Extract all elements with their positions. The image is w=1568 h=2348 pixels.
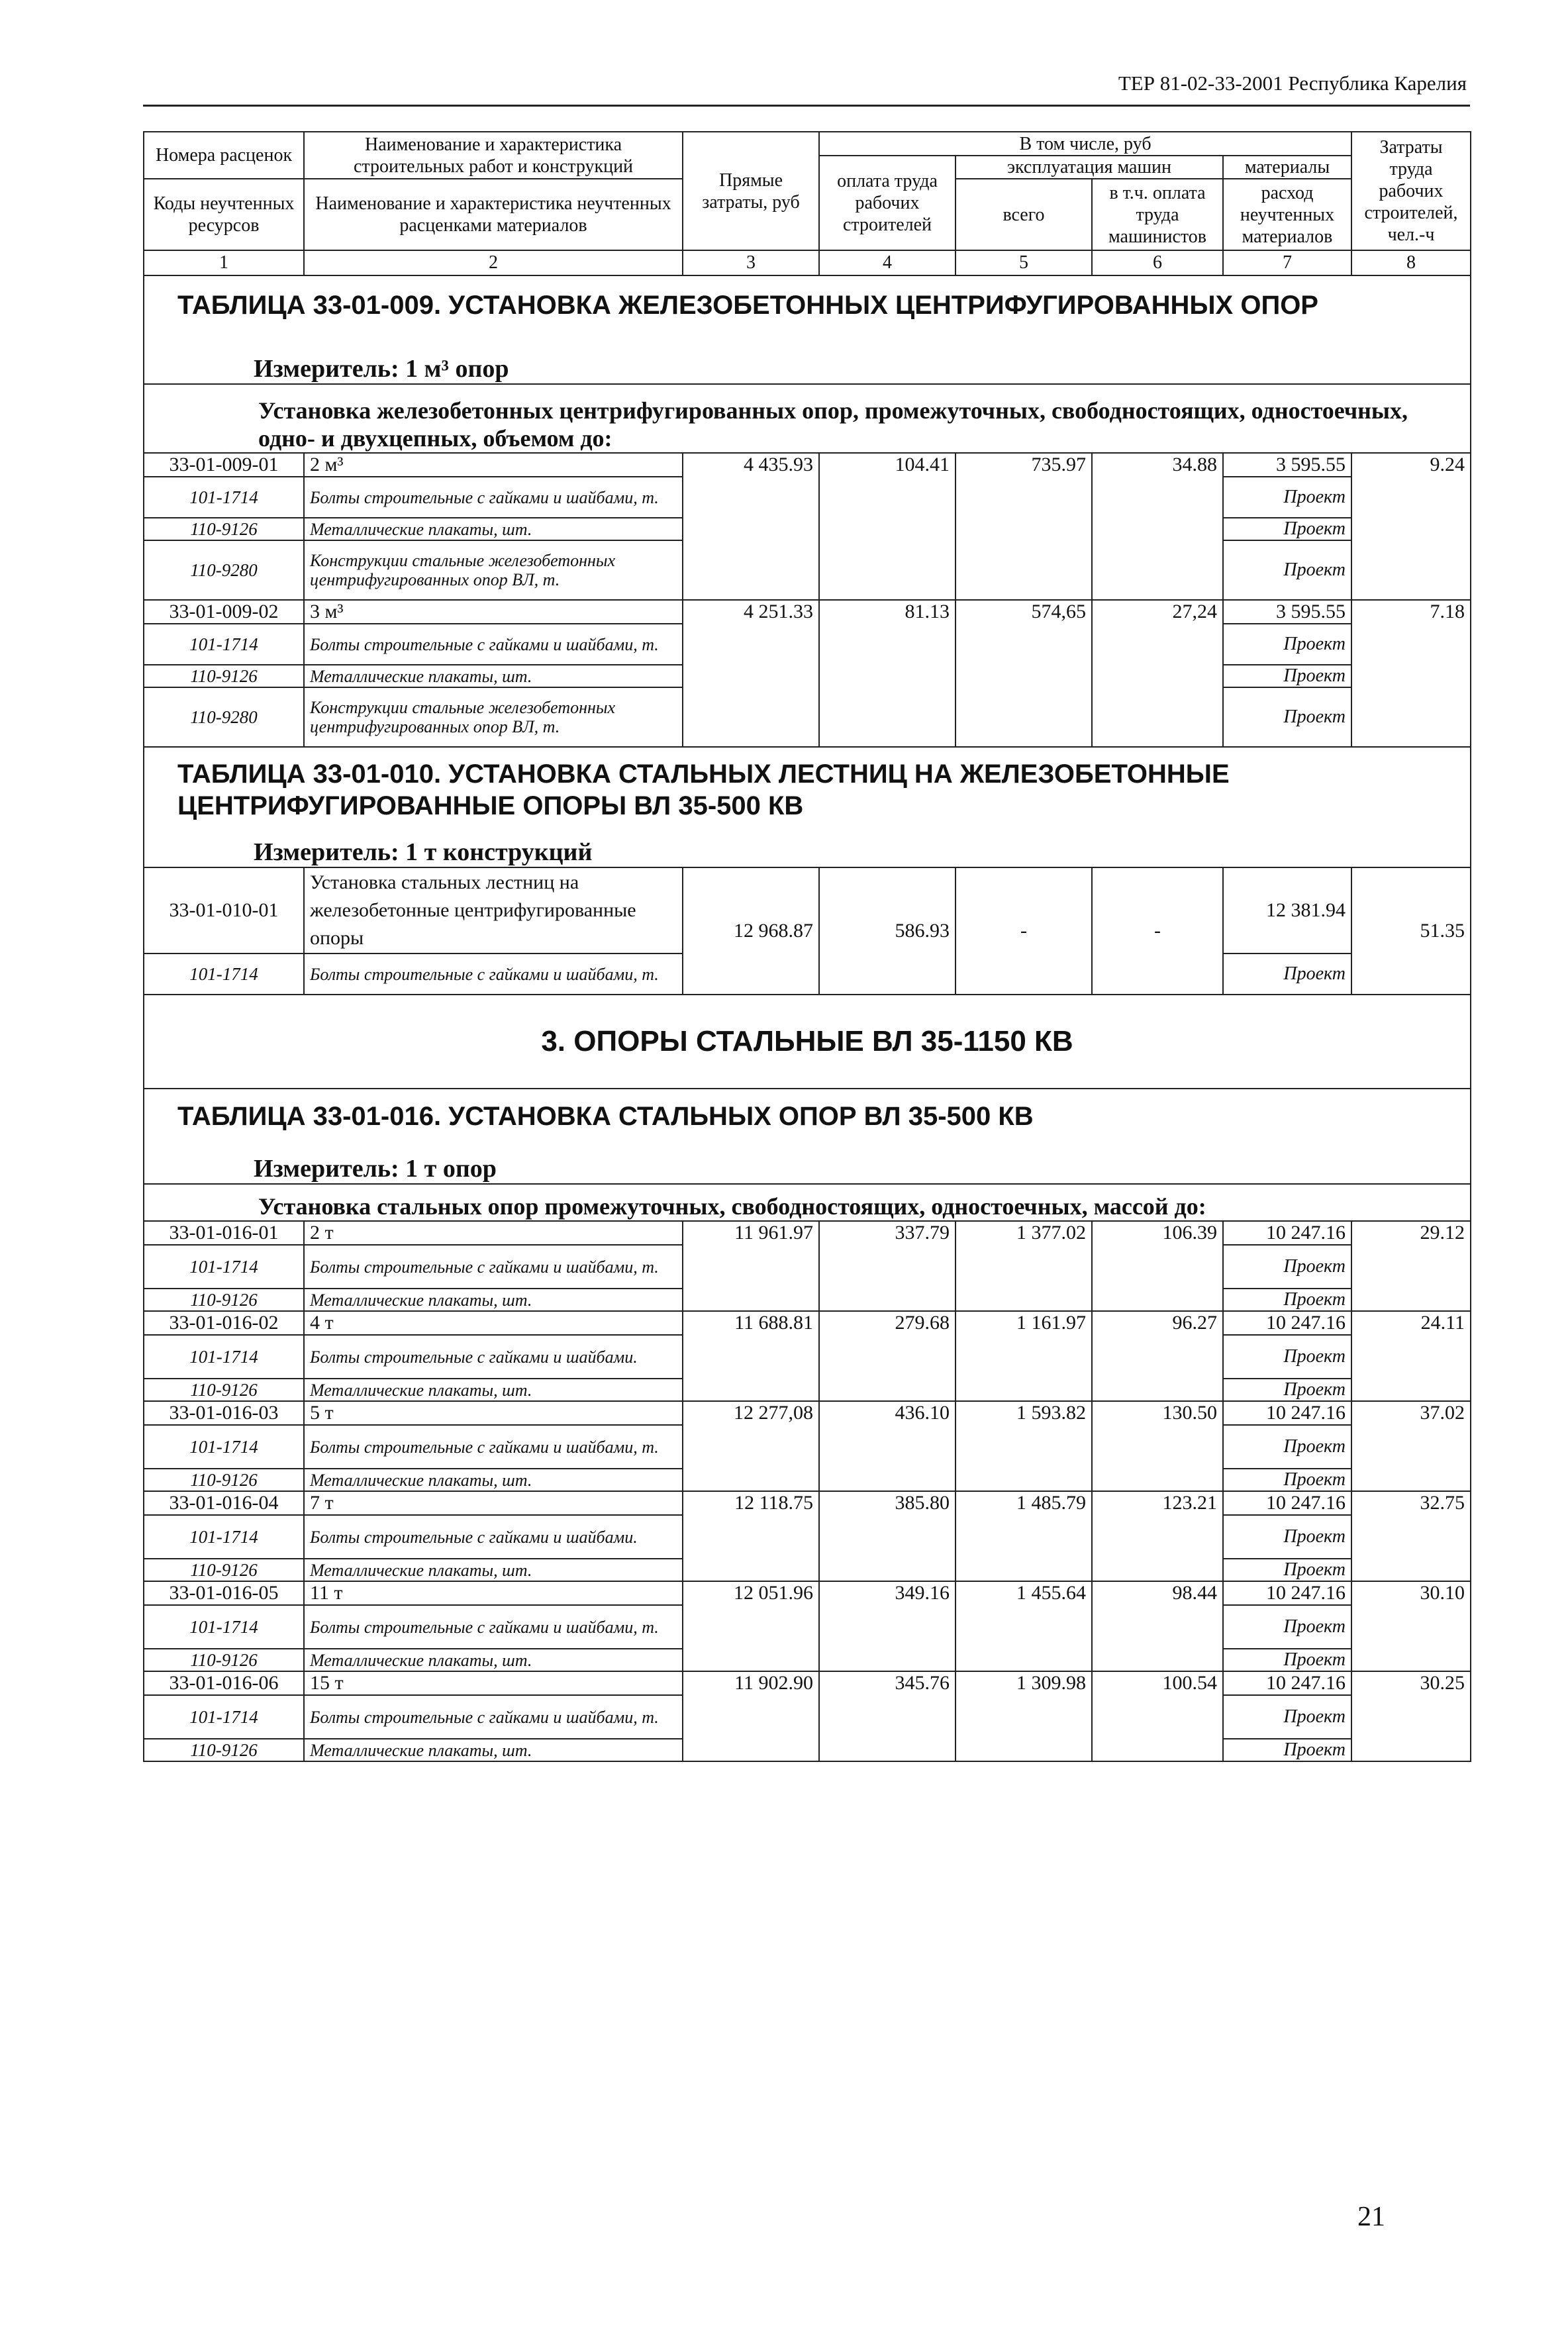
rate-code: 33-01-016-02 — [144, 1311, 304, 1335]
resource-value: Проект — [1223, 1515, 1351, 1559]
resource-name: Конструкции стальные железобетонных центрифугированных опор ВЛ, т. — [304, 540, 683, 600]
group-heading: Установка железобетонных центрифугированных опор, промежуточных, свободностоящих, одностоечных, одно- и двухцепных, объемом до: — [144, 384, 1471, 453]
resource-value: Проект — [1223, 1559, 1351, 1581]
table-row — [144, 600, 1471, 624]
material-cost: 10 247.16 — [1223, 1671, 1351, 1695]
direct-cost: 12 118.75 — [683, 1491, 819, 1581]
column-number: 5 — [956, 250, 1092, 275]
page-number: 21 — [1357, 2202, 1385, 2232]
rate-code: 33-01-016-04 — [144, 1491, 304, 1515]
direct-cost: 12 051.96 — [683, 1581, 819, 1671]
resource-code: 110-9126 — [144, 1559, 304, 1581]
machine-cost: - — [956, 867, 1092, 995]
resource-name: Металлические плакаты, шт. — [304, 1469, 683, 1491]
resource-value: Проект — [1223, 687, 1351, 747]
column-number: 1 — [144, 250, 304, 275]
rate-code: 33-01-016-06 — [144, 1671, 304, 1695]
rate-code: 33-01-009-02 — [144, 600, 304, 624]
machine-cost: 1 161.97 — [956, 1311, 1092, 1401]
rate-name: 7 т — [304, 1491, 683, 1515]
header-col3: Прямые затраты, руб — [683, 132, 819, 250]
direct-cost: 4 251.33 — [683, 600, 819, 747]
resource-name: Металлические плакаты, шт. — [304, 1649, 683, 1671]
table-row — [144, 1311, 1471, 1335]
meter-label: Измеритель: — [254, 838, 399, 866]
group-heading: Установка стальных опор промежуточных, свободностоящих, одностоечных, массой до: — [144, 1184, 1471, 1221]
resource-code: 110-9126 — [144, 1379, 304, 1401]
machine-labor-cost: 100.54 — [1092, 1671, 1223, 1761]
resource-code: 101-1714 — [144, 1245, 304, 1289]
rate-name: 2 м³ — [304, 453, 683, 477]
meter — [144, 832, 1471, 867]
column-number: 4 — [819, 250, 956, 275]
resource-name: Болты строительные с гайками и шайбами, т. — [304, 624, 683, 665]
labor-hours: 32.75 — [1351, 1491, 1471, 1581]
resource-name: Болты строительные с гайками и шайбами, т. — [304, 954, 683, 995]
table-row — [144, 453, 1471, 477]
document-header: ТЕР 81-02-33-2001 Республика Карелия — [1118, 72, 1467, 95]
resource-name: Болты строительные с гайками и шайбами, т. — [304, 1425, 683, 1469]
resource-name: Металлические плакаты, шт. — [304, 1739, 683, 1761]
machine-labor-cost: - — [1092, 867, 1223, 995]
resource-name: Конструкции стальные железобетонных центрифугированных опор ВЛ, т. — [304, 687, 683, 747]
rates-table — [143, 131, 1471, 1761]
table-row — [144, 1581, 1471, 1605]
direct-cost: 11 688.81 — [683, 1311, 819, 1401]
direct-cost: 12 277,08 — [683, 1401, 819, 1491]
table-title-row — [144, 1089, 1471, 1144]
machine-cost: 735.97 — [956, 453, 1092, 600]
material-cost: 3 595.55 — [1223, 453, 1351, 477]
meter-row — [144, 1144, 1471, 1184]
header-col7: расход неучтенных материалов — [1223, 179, 1351, 250]
rate-name: 4 т — [304, 1311, 683, 1335]
labor-hours: 51.35 — [1351, 867, 1471, 995]
table-row — [144, 1221, 1471, 1245]
rate-code: 33-01-010-01 — [144, 867, 304, 954]
labor-cost: 104.41 — [819, 453, 956, 600]
material-cost: 10 247.16 — [1223, 1311, 1351, 1335]
labor-cost: 81.13 — [819, 600, 956, 747]
rate-name: 2 т — [304, 1221, 683, 1245]
rate-code: 33-01-016-05 — [144, 1581, 304, 1605]
resource-value: Проект — [1223, 1469, 1351, 1491]
machine-labor-cost: 27,24 — [1092, 600, 1223, 747]
meter — [144, 1144, 1471, 1184]
meter-row — [144, 334, 1471, 384]
resource-value: Проект — [1223, 1425, 1351, 1469]
labor-hours: 30.25 — [1351, 1671, 1471, 1761]
machine-labor-cost: 123.21 — [1092, 1491, 1223, 1581]
material-cost: 10 247.16 — [1223, 1581, 1351, 1605]
resource-name: Болты строительные с гайками и шайбами, т. — [304, 1245, 683, 1289]
resource-name: Болты строительные с гайками и шайбами, т. — [304, 1605, 683, 1649]
header-rule — [143, 105, 1470, 107]
column-number: 3 — [683, 250, 819, 275]
material-cost: 10 247.16 — [1223, 1491, 1351, 1515]
resource-value: Проект — [1223, 954, 1351, 995]
resource-value: Проект — [1223, 1289, 1351, 1311]
resource-name: Металлические плакаты, шт. — [304, 1559, 683, 1581]
resource-value: Проект — [1223, 1695, 1351, 1739]
header-col2-top: Наименование и характеристика строительных работ и конструкций — [304, 132, 683, 179]
machine-labor-cost: 130.50 — [1092, 1401, 1223, 1491]
labor-cost: 385.80 — [819, 1491, 956, 1581]
direct-cost: 12 968.87 — [683, 867, 819, 995]
rate-code: 33-01-009-01 — [144, 453, 304, 477]
heading-row — [144, 384, 1471, 453]
resource-value: Проект — [1223, 624, 1351, 665]
rate-name: 5 т — [304, 1401, 683, 1425]
meter-value: 1 т конструкций — [405, 838, 593, 866]
direct-cost: 4 435.93 — [683, 453, 819, 600]
header-col5: всего — [956, 179, 1092, 250]
rate-name: 11 т — [304, 1581, 683, 1605]
header-row-1 — [144, 132, 1471, 156]
resource-name: Болты строительные с гайками и шайбами, т. — [304, 1695, 683, 1739]
resource-value: Проект — [1223, 1739, 1351, 1761]
table-row — [144, 1671, 1471, 1695]
meter-value: 1 м³ опор — [405, 355, 509, 383]
rate-name: 3 м³ — [304, 600, 683, 624]
resource-name: Болты строительные с гайками и шайбами. — [304, 1515, 683, 1559]
machine-cost: 1 377.02 — [956, 1221, 1092, 1311]
material-cost: 12 381.94 — [1223, 867, 1351, 954]
resource-code: 101-1714 — [144, 1605, 304, 1649]
rate-name: 15 т — [304, 1671, 683, 1695]
table-title-row — [144, 275, 1471, 334]
machine-labor-cost: 96.27 — [1092, 1311, 1223, 1401]
machine-cost: 574,65 — [956, 600, 1092, 747]
table-title-row — [144, 747, 1471, 832]
resource-value: Проект — [1223, 540, 1351, 600]
column-number: 6 — [1092, 250, 1223, 275]
column-numbers-row — [144, 250, 1471, 275]
rate-code: 33-01-016-03 — [144, 1401, 304, 1425]
meter-label: Измеритель: — [254, 355, 399, 383]
resource-value: Проект — [1223, 1649, 1351, 1671]
header-col4: оплата труда рабочих строителей — [819, 156, 956, 250]
resource-code: 101-1714 — [144, 1425, 304, 1469]
labor-hours: 29.12 — [1351, 1221, 1471, 1311]
resource-code: 110-9126 — [144, 665, 304, 687]
resource-value: Проект — [1223, 1335, 1351, 1379]
meter-label: Измеритель: — [254, 1155, 399, 1183]
resource-code: 101-1714 — [144, 477, 304, 518]
meter-row — [144, 832, 1471, 867]
resource-value: Проект — [1223, 1379, 1351, 1401]
labor-hours: 37.02 — [1351, 1401, 1471, 1491]
resource-name: Металлические плакаты, шт. — [304, 518, 683, 540]
material-cost: 10 247.16 — [1223, 1221, 1351, 1245]
labor-hours: 30.10 — [1351, 1581, 1471, 1671]
resource-code: 110-9126 — [144, 1649, 304, 1671]
labor-cost: 436.10 — [819, 1401, 956, 1491]
table-row — [144, 1491, 1471, 1515]
section-title-row — [144, 995, 1471, 1089]
resource-name: Металлические плакаты, шт. — [304, 665, 683, 687]
column-number: 7 — [1223, 250, 1351, 275]
machine-cost: 1 455.64 — [956, 1581, 1092, 1671]
labor-hours: 7.18 — [1351, 600, 1471, 747]
table-title: ТАБЛИЦА 33-01-009. УСТАНОВКА ЖЕЛЕЗОБЕТОННЫХ ЦЕНТРИФУГИРОВАННЫХ ОПОР — [144, 275, 1471, 334]
direct-cost: 11 961.97 — [683, 1221, 819, 1311]
meter-value: 1 т опор — [405, 1155, 497, 1183]
table-title: ТАБЛИЦА 33-01-010. УСТАНОВКА СТАЛЬНЫХ ЛЕСТНИЦ НА ЖЕЛЕЗОБЕТОННЫЕ ЦЕНТРИФУГИРОВАННЫЕ ОПОРЫ ВЛ 35-500 КВ — [144, 747, 1471, 832]
machine-labor-cost: 34.88 — [1092, 453, 1223, 600]
material-cost: 3 595.55 — [1223, 600, 1351, 624]
resource-code: 110-9126 — [144, 1739, 304, 1761]
header-col2-bottom: Наименование и характеристика неучтенных расценками материалов — [304, 179, 683, 250]
resource-code: 101-1714 — [144, 1695, 304, 1739]
resource-code: 110-9126 — [144, 1469, 304, 1491]
meter — [144, 334, 1471, 384]
machine-labor-cost: 106.39 — [1092, 1221, 1223, 1311]
rate-code: 33-01-016-01 — [144, 1221, 304, 1245]
header-col8: Затраты труда рабочих строителей, чел.-ч — [1351, 132, 1471, 250]
column-number: 2 — [304, 250, 683, 275]
machine-cost: 1 485.79 — [956, 1491, 1092, 1581]
resource-name: Болты строительные с гайками и шайбами. — [304, 1335, 683, 1379]
labor-cost: 586.93 — [819, 867, 956, 995]
direct-cost: 11 902.90 — [683, 1671, 819, 1761]
header-col1-bottom: Коды неучтенных ресурсов — [144, 179, 304, 250]
resource-code: 110-9280 — [144, 540, 304, 600]
header-machines: эксплуатация машин — [956, 156, 1223, 179]
resource-value: Проект — [1223, 1245, 1351, 1289]
resource-code: 101-1714 — [144, 954, 304, 995]
header-materials: материалы — [1223, 156, 1351, 179]
labor-hours: 9.24 — [1351, 453, 1471, 600]
heading-row — [144, 1184, 1471, 1221]
resource-code: 110-9126 — [144, 1289, 304, 1311]
labor-cost: 345.76 — [819, 1671, 956, 1761]
material-cost: 10 247.16 — [1223, 1401, 1351, 1425]
labor-hours: 24.11 — [1351, 1311, 1471, 1401]
machine-cost: 1 309.98 — [956, 1671, 1092, 1761]
resource-code: 101-1714 — [144, 1515, 304, 1559]
header-col1-top: Номера расценок — [144, 132, 304, 179]
labor-cost: 337.79 — [819, 1221, 956, 1311]
resource-code: 110-9280 — [144, 687, 304, 747]
resource-code: 110-9126 — [144, 518, 304, 540]
resource-value: Проект — [1223, 1605, 1351, 1649]
section-title: 3. ОПОРЫ СТАЛЬНЫЕ ВЛ 35-1150 КВ — [144, 995, 1471, 1089]
header-group: В том числе, руб — [819, 132, 1351, 156]
resource-name: Металлические плакаты, шт. — [304, 1379, 683, 1401]
column-number: 8 — [1351, 250, 1471, 275]
header-col6: в т.ч. оплата труда машинистов — [1092, 179, 1223, 250]
resource-value: Проект — [1223, 518, 1351, 540]
resource-name: Болты строительные с гайками и шайбами, т. — [304, 477, 683, 518]
table-row — [144, 1401, 1471, 1425]
rate-name: Установка стальных лестниц на железобетонные центрифугированные опоры — [304, 867, 683, 954]
machine-labor-cost: 98.44 — [1092, 1581, 1223, 1671]
table-title: ТАБЛИЦА 33-01-016. УСТАНОВКА СТАЛЬНЫХ ОПОР ВЛ 35-500 КВ — [144, 1089, 1471, 1144]
machine-cost: 1 593.82 — [956, 1401, 1092, 1491]
resource-value: Проект — [1223, 477, 1351, 518]
resource-value: Проект — [1223, 665, 1351, 687]
resource-code: 101-1714 — [144, 624, 304, 665]
table-row — [144, 867, 1471, 954]
resource-code: 101-1714 — [144, 1335, 304, 1379]
labor-cost: 349.16 — [819, 1581, 956, 1671]
resource-name: Металлические плакаты, шт. — [304, 1289, 683, 1311]
labor-cost: 279.68 — [819, 1311, 956, 1401]
